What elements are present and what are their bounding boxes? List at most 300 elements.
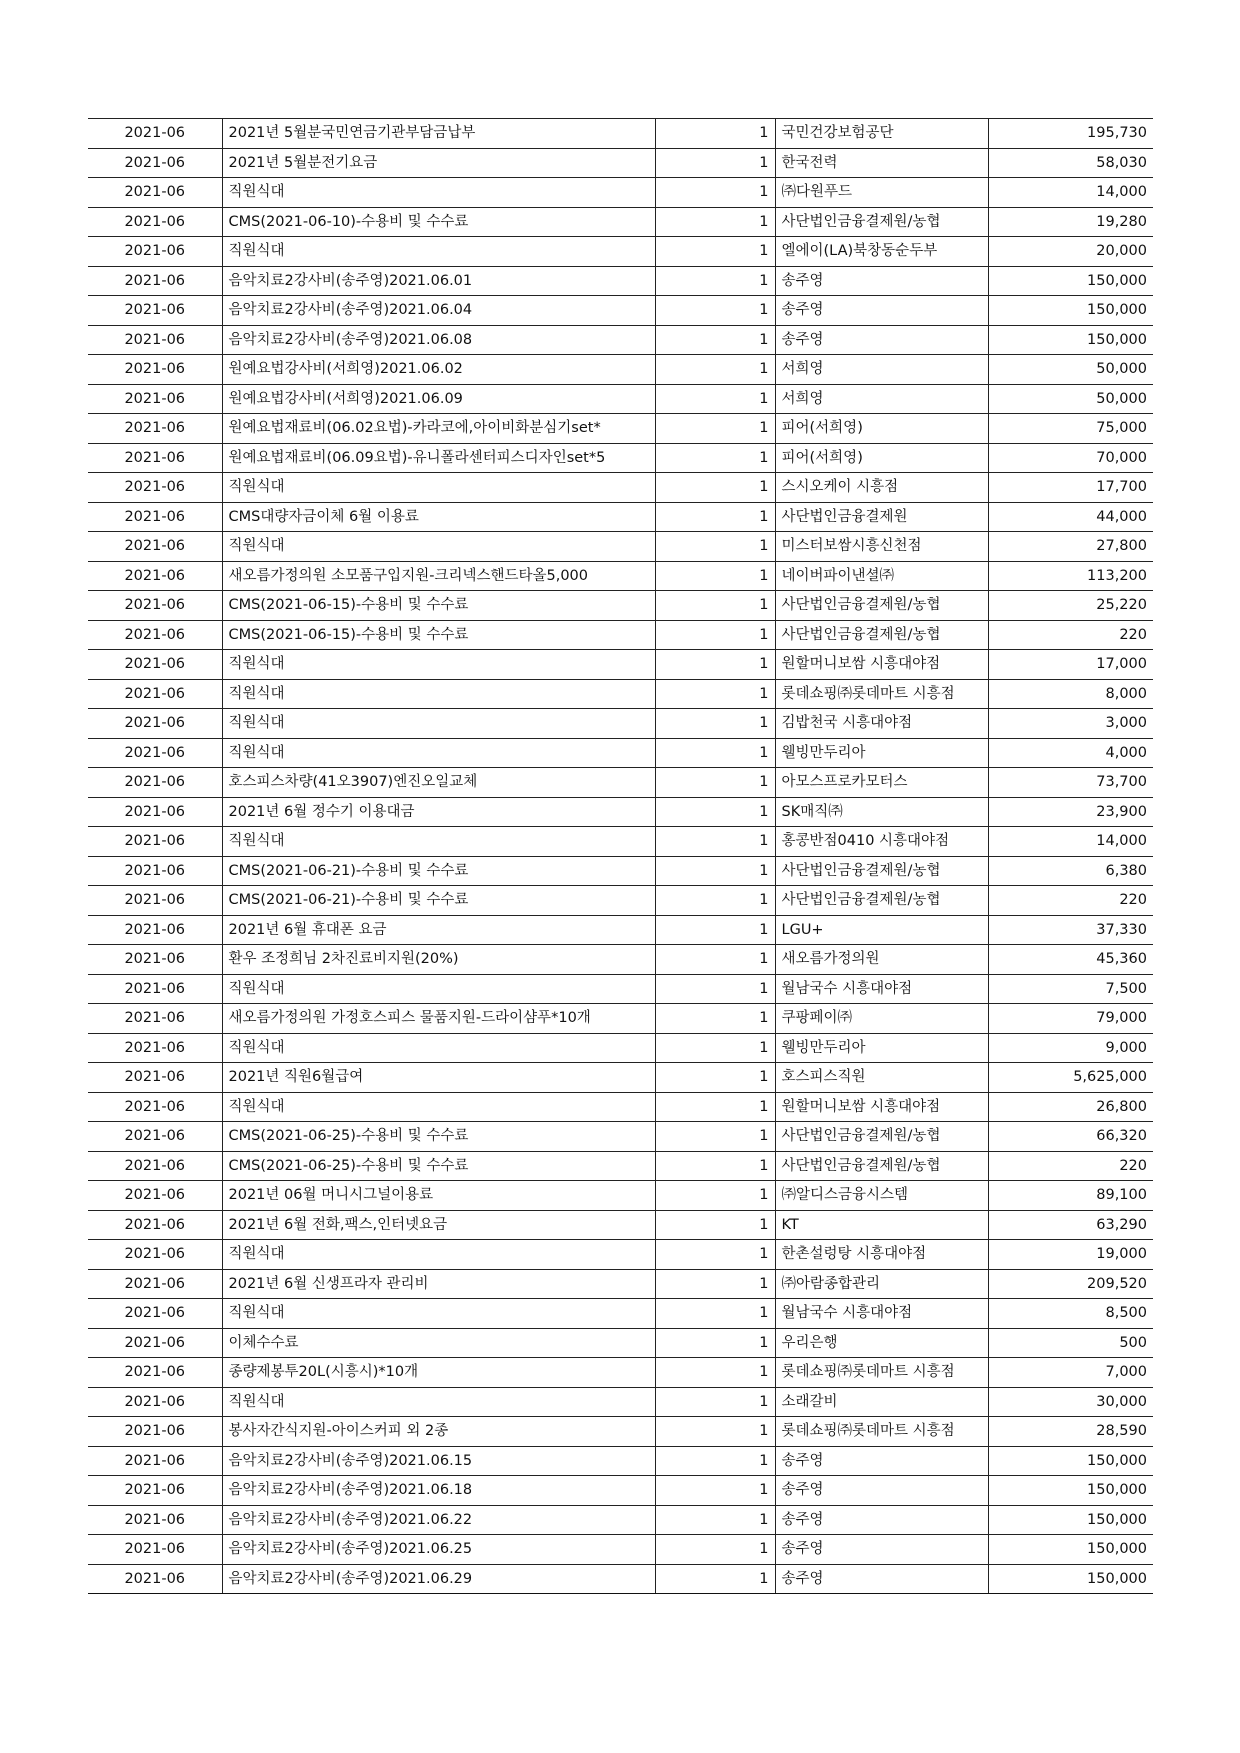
amount-cell: 17,000	[988, 650, 1153, 680]
quantity-cell: 1	[655, 1446, 775, 1476]
quantity-cell: 1	[655, 178, 775, 208]
month-cell: 2021-06	[88, 768, 222, 798]
table-row	[88, 443, 1153, 473]
amount-cell: 150,000	[988, 1505, 1153, 1535]
table-row	[88, 1446, 1153, 1476]
ledger-body	[88, 119, 1153, 1594]
payee-cell: 아모스프로카모터스	[775, 768, 988, 798]
table-row	[88, 1535, 1153, 1565]
table-row	[88, 886, 1153, 916]
description-cell: 2021년 직원6월급여	[222, 1063, 655, 1093]
quantity-cell: 1	[655, 915, 775, 945]
table-row	[88, 1063, 1153, 1093]
amount-cell: 50,000	[988, 355, 1153, 385]
quantity-cell: 1	[655, 679, 775, 709]
quantity-cell: 1	[655, 797, 775, 827]
table-row	[88, 1387, 1153, 1417]
month-cell: 2021-06	[88, 1151, 222, 1181]
quantity-cell: 1	[655, 709, 775, 739]
quantity-cell: 1	[655, 119, 775, 149]
payee-cell: 사단법인금융결제원/농협	[775, 1151, 988, 1181]
table-row	[88, 148, 1153, 178]
description-cell: CMS(2021-06-25)-수용비 및 수수료	[222, 1151, 655, 1181]
payee-cell: 네이버파이낸셜㈜	[775, 561, 988, 591]
table-row	[88, 1181, 1153, 1211]
description-cell: CMS(2021-06-15)-수용비 및 수수료	[222, 620, 655, 650]
month-cell: 2021-06	[88, 1181, 222, 1211]
table-row	[88, 974, 1153, 1004]
amount-cell: 23,900	[988, 797, 1153, 827]
month-cell: 2021-06	[88, 915, 222, 945]
table-row	[88, 915, 1153, 945]
description-cell: 원예요법재료비(06.09요법)-유니폴라센터피스디자인set*5	[222, 443, 655, 473]
payee-cell: 송주영	[775, 1505, 988, 1535]
month-cell: 2021-06	[88, 650, 222, 680]
amount-cell: 209,520	[988, 1269, 1153, 1299]
amount-cell: 28,590	[988, 1417, 1153, 1447]
quantity-cell: 1	[655, 296, 775, 326]
payee-cell: 사단법인금융결제원/농협	[775, 591, 988, 621]
amount-cell: 195,730	[988, 119, 1153, 149]
month-cell: 2021-06	[88, 502, 222, 532]
description-cell: 2021년 5월분국민연금기관부담금납부	[222, 119, 655, 149]
payee-cell: 송주영	[775, 1446, 988, 1476]
payee-cell: 서희영	[775, 355, 988, 385]
description-cell: 음악치료2강사비(송주영)2021.06.22	[222, 1505, 655, 1535]
description-cell: 2021년 6월 신생프라자 관리비	[222, 1269, 655, 1299]
quantity-cell: 1	[655, 414, 775, 444]
month-cell: 2021-06	[88, 384, 222, 414]
payee-cell: 한촌설렁탕 시흥대야점	[775, 1240, 988, 1270]
table-row	[88, 709, 1153, 739]
amount-cell: 45,360	[988, 945, 1153, 975]
amount-cell: 150,000	[988, 296, 1153, 326]
month-cell: 2021-06	[88, 1269, 222, 1299]
month-cell: 2021-06	[88, 1417, 222, 1447]
month-cell: 2021-06	[88, 296, 222, 326]
month-cell: 2021-06	[88, 473, 222, 503]
quantity-cell: 1	[655, 1063, 775, 1093]
table-row	[88, 768, 1153, 798]
month-cell: 2021-06	[88, 1122, 222, 1152]
quantity-cell: 1	[655, 1417, 775, 1447]
month-cell: 2021-06	[88, 974, 222, 1004]
payee-cell: 원할머니보쌈 시흥대야점	[775, 650, 988, 680]
description-cell: 2021년 06월 머니시그널이용료	[222, 1181, 655, 1211]
amount-cell: 44,000	[988, 502, 1153, 532]
quantity-cell: 1	[655, 1181, 775, 1211]
table-row	[88, 119, 1153, 149]
payee-cell: 사단법인금융결제원/농협	[775, 856, 988, 886]
table-row	[88, 1151, 1153, 1181]
payee-cell: ㈜아람종합관리	[775, 1269, 988, 1299]
table-row	[88, 1299, 1153, 1329]
quantity-cell: 1	[655, 1387, 775, 1417]
amount-cell: 25,220	[988, 591, 1153, 621]
table-row	[88, 1210, 1153, 1240]
month-cell: 2021-06	[88, 266, 222, 296]
amount-cell: 73,700	[988, 768, 1153, 798]
table-row	[88, 355, 1153, 385]
amount-cell: 220	[988, 886, 1153, 916]
amount-cell: 150,000	[988, 1564, 1153, 1594]
payee-cell: 월남국수 시흥대야점	[775, 1299, 988, 1329]
month-cell: 2021-06	[88, 591, 222, 621]
payee-cell: 홍콩반점0410 시흥대야점	[775, 827, 988, 857]
amount-cell: 14,000	[988, 178, 1153, 208]
payee-cell: 서희영	[775, 384, 988, 414]
month-cell: 2021-06	[88, 1358, 222, 1388]
description-cell: 새오름가정의원 가정호스피스 물품지원-드라이샴푸*10개	[222, 1004, 655, 1034]
amount-cell: 9,000	[988, 1033, 1153, 1063]
month-cell: 2021-06	[88, 443, 222, 473]
description-cell: 2021년 5월분전기요금	[222, 148, 655, 178]
payee-cell: 김밥천국 시흥대야점	[775, 709, 988, 739]
description-cell: 직원식대	[222, 974, 655, 1004]
table-row	[88, 945, 1153, 975]
amount-cell: 4,000	[988, 738, 1153, 768]
payee-cell: 호스피스직원	[775, 1063, 988, 1093]
table-row	[88, 1033, 1153, 1063]
amount-cell: 17,700	[988, 473, 1153, 503]
payee-cell: 쿠팡페이㈜	[775, 1004, 988, 1034]
amount-cell: 8,500	[988, 1299, 1153, 1329]
month-cell: 2021-06	[88, 178, 222, 208]
month-cell: 2021-06	[88, 1535, 222, 1565]
table-row	[88, 384, 1153, 414]
description-cell: CMS(2021-06-21)-수용비 및 수수료	[222, 856, 655, 886]
payee-cell: KT	[775, 1210, 988, 1240]
quantity-cell: 1	[655, 1092, 775, 1122]
quantity-cell: 1	[655, 945, 775, 975]
amount-cell: 63,290	[988, 1210, 1153, 1240]
month-cell: 2021-06	[88, 532, 222, 562]
payee-cell: 롯데쇼핑㈜롯데마트 시흥점	[775, 679, 988, 709]
table-row	[88, 1476, 1153, 1506]
month-cell: 2021-06	[88, 738, 222, 768]
amount-cell: 7,000	[988, 1358, 1153, 1388]
amount-cell: 14,000	[988, 827, 1153, 857]
quantity-cell: 1	[655, 355, 775, 385]
amount-cell: 150,000	[988, 325, 1153, 355]
description-cell: 직원식대	[222, 178, 655, 208]
amount-cell: 50,000	[988, 384, 1153, 414]
description-cell: 봉사자간식지원-아이스커피 외 2종	[222, 1417, 655, 1447]
payee-cell: 소래갈비	[775, 1387, 988, 1417]
table-row	[88, 561, 1153, 591]
quantity-cell: 1	[655, 768, 775, 798]
month-cell: 2021-06	[88, 148, 222, 178]
quantity-cell: 1	[655, 1564, 775, 1594]
quantity-cell: 1	[655, 325, 775, 355]
amount-cell: 20,000	[988, 237, 1153, 267]
quantity-cell: 1	[655, 886, 775, 916]
payee-cell: 송주영	[775, 325, 988, 355]
month-cell: 2021-06	[88, 1063, 222, 1093]
description-cell: 2021년 6월 전화,팩스,인터넷요금	[222, 1210, 655, 1240]
amount-cell: 220	[988, 620, 1153, 650]
amount-cell: 150,000	[988, 266, 1153, 296]
payee-cell: 사단법인금융결제원/농협	[775, 1122, 988, 1152]
month-cell: 2021-06	[88, 325, 222, 355]
quantity-cell: 1	[655, 443, 775, 473]
description-cell: 호스피스차량(41오3907)엔진오일교체	[222, 768, 655, 798]
quantity-cell: 1	[655, 974, 775, 1004]
description-cell: 음악치료2강사비(송주영)2021.06.18	[222, 1476, 655, 1506]
description-cell: 음악치료2강사비(송주영)2021.06.29	[222, 1564, 655, 1594]
description-cell: 이체수수료	[222, 1328, 655, 1358]
month-cell: 2021-06	[88, 1004, 222, 1034]
table-row	[88, 1505, 1153, 1535]
amount-cell: 220	[988, 1151, 1153, 1181]
quantity-cell: 1	[655, 1210, 775, 1240]
quantity-cell: 1	[655, 1535, 775, 1565]
month-cell: 2021-06	[88, 797, 222, 827]
description-cell: 직원식대	[222, 709, 655, 739]
table-row	[88, 296, 1153, 326]
table-row	[88, 591, 1153, 621]
payee-cell: LGU+	[775, 915, 988, 945]
description-cell: 직원식대	[222, 237, 655, 267]
table-row	[88, 502, 1153, 532]
month-cell: 2021-06	[88, 1033, 222, 1063]
quantity-cell: 1	[655, 148, 775, 178]
quantity-cell: 1	[655, 738, 775, 768]
amount-cell: 3,000	[988, 709, 1153, 739]
month-cell: 2021-06	[88, 1446, 222, 1476]
payee-cell: 웰빙만두리아	[775, 1033, 988, 1063]
table-row	[88, 207, 1153, 237]
payee-cell: 원할머니보쌈 시흥대야점	[775, 1092, 988, 1122]
month-cell: 2021-06	[88, 1328, 222, 1358]
description-cell: CMS(2021-06-15)-수용비 및 수수료	[222, 591, 655, 621]
payee-cell: 월남국수 시흥대야점	[775, 974, 988, 1004]
description-cell: 음악치료2강사비(송주영)2021.06.01	[222, 266, 655, 296]
payee-cell: ㈜알디스금융시스템	[775, 1181, 988, 1211]
description-cell: 직원식대	[222, 738, 655, 768]
description-cell: CMS(2021-06-21)-수용비 및 수수료	[222, 886, 655, 916]
payee-cell: 피어(서희영)	[775, 414, 988, 444]
quantity-cell: 1	[655, 384, 775, 414]
description-cell: CMS(2021-06-25)-수용비 및 수수료	[222, 1122, 655, 1152]
quantity-cell: 1	[655, 650, 775, 680]
quantity-cell: 1	[655, 1240, 775, 1270]
payee-cell: 한국전력	[775, 148, 988, 178]
table-row	[88, 1092, 1153, 1122]
quantity-cell: 1	[655, 561, 775, 591]
amount-cell: 75,000	[988, 414, 1153, 444]
description-cell: 환우 조정희님 2차진료비지원(20%)	[222, 945, 655, 975]
description-cell: 음악치료2강사비(송주영)2021.06.25	[222, 1535, 655, 1565]
amount-cell: 19,000	[988, 1240, 1153, 1270]
amount-cell: 26,800	[988, 1092, 1153, 1122]
payee-cell: ㈜다원푸드	[775, 178, 988, 208]
description-cell: 2021년 6월 정수기 이용대금	[222, 797, 655, 827]
amount-cell: 500	[988, 1328, 1153, 1358]
quantity-cell: 1	[655, 1004, 775, 1034]
table-row	[88, 797, 1153, 827]
month-cell: 2021-06	[88, 1476, 222, 1506]
payee-cell: 새오름가정의원	[775, 945, 988, 975]
table-row	[88, 1269, 1153, 1299]
payee-cell: 사단법인금융결제원/농협	[775, 886, 988, 916]
month-cell: 2021-06	[88, 945, 222, 975]
table-row	[88, 473, 1153, 503]
payee-cell: 송주영	[775, 1564, 988, 1594]
description-cell: 원예요법강사비(서희영)2021.06.02	[222, 355, 655, 385]
table-row	[88, 827, 1153, 857]
quantity-cell: 1	[655, 1122, 775, 1152]
quantity-cell: 1	[655, 1476, 775, 1506]
month-cell: 2021-06	[88, 1240, 222, 1270]
month-cell: 2021-06	[88, 237, 222, 267]
description-cell: 2021년 6월 휴대폰 요금	[222, 915, 655, 945]
table-row	[88, 738, 1153, 768]
amount-cell: 58,030	[988, 148, 1153, 178]
quantity-cell: 1	[655, 591, 775, 621]
month-cell: 2021-06	[88, 355, 222, 385]
table-row	[88, 414, 1153, 444]
quantity-cell: 1	[655, 1033, 775, 1063]
month-cell: 2021-06	[88, 119, 222, 149]
table-row	[88, 1328, 1153, 1358]
payee-cell: 롯데쇼핑㈜롯데마트 시흥점	[775, 1358, 988, 1388]
table-row	[88, 532, 1153, 562]
payee-cell: 미스터보쌈시흥신천점	[775, 532, 988, 562]
table-row	[88, 1358, 1153, 1388]
table-row	[88, 1417, 1153, 1447]
description-cell: 음악치료2강사비(송주영)2021.06.08	[222, 325, 655, 355]
payee-cell: 웰빙만두리아	[775, 738, 988, 768]
table-row	[88, 650, 1153, 680]
amount-cell: 70,000	[988, 443, 1153, 473]
table-row	[88, 620, 1153, 650]
table-row	[88, 325, 1153, 355]
description-cell: 직원식대	[222, 532, 655, 562]
amount-cell: 8,000	[988, 679, 1153, 709]
month-cell: 2021-06	[88, 207, 222, 237]
expense-ledger-table	[88, 118, 1153, 1594]
quantity-cell: 1	[655, 207, 775, 237]
description-cell: 직원식대	[222, 1033, 655, 1063]
amount-cell: 150,000	[988, 1535, 1153, 1565]
quantity-cell: 1	[655, 502, 775, 532]
amount-cell: 150,000	[988, 1476, 1153, 1506]
table-row	[88, 1004, 1153, 1034]
amount-cell: 66,320	[988, 1122, 1153, 1152]
quantity-cell: 1	[655, 473, 775, 503]
description-cell: 종량제봉투20L(시흥시)*10개	[222, 1358, 655, 1388]
description-cell: 음악치료2강사비(송주영)2021.06.15	[222, 1446, 655, 1476]
description-cell: 직원식대	[222, 650, 655, 680]
quantity-cell: 1	[655, 1328, 775, 1358]
amount-cell: 89,100	[988, 1181, 1153, 1211]
amount-cell: 30,000	[988, 1387, 1153, 1417]
quantity-cell: 1	[655, 532, 775, 562]
quantity-cell: 1	[655, 1299, 775, 1329]
table-row	[88, 178, 1153, 208]
description-cell: 음악치료2강사비(송주영)2021.06.04	[222, 296, 655, 326]
description-cell: 직원식대	[222, 679, 655, 709]
payee-cell: 피어(서희영)	[775, 443, 988, 473]
month-cell: 2021-06	[88, 856, 222, 886]
payee-cell: 송주영	[775, 1476, 988, 1506]
payee-cell: 국민건강보험공단	[775, 119, 988, 149]
payee-cell: 사단법인금융결제원	[775, 502, 988, 532]
quantity-cell: 1	[655, 1151, 775, 1181]
quantity-cell: 1	[655, 856, 775, 886]
payee-cell: 엘에이(LA)북창동순두부	[775, 237, 988, 267]
amount-cell: 37,330	[988, 915, 1153, 945]
quantity-cell: 1	[655, 620, 775, 650]
payee-cell: 송주영	[775, 296, 988, 326]
quantity-cell: 1	[655, 266, 775, 296]
table-row	[88, 237, 1153, 267]
table-row	[88, 856, 1153, 886]
month-cell: 2021-06	[88, 561, 222, 591]
month-cell: 2021-06	[88, 620, 222, 650]
description-cell: 새오름가정의원 소모품구입지원-크리넥스핸드타올5,000	[222, 561, 655, 591]
description-cell: CMS(2021-06-10)-수용비 및 수수료	[222, 207, 655, 237]
payee-cell: 사단법인금융결제원/농협	[775, 620, 988, 650]
table-row	[88, 266, 1153, 296]
payee-cell: 스시오케이 시흥점	[775, 473, 988, 503]
month-cell: 2021-06	[88, 414, 222, 444]
amount-cell: 27,800	[988, 532, 1153, 562]
table-row	[88, 679, 1153, 709]
description-cell: 직원식대	[222, 1240, 655, 1270]
quantity-cell: 1	[655, 1358, 775, 1388]
payee-cell: SK매직㈜	[775, 797, 988, 827]
quantity-cell: 1	[655, 1269, 775, 1299]
month-cell: 2021-06	[88, 1092, 222, 1122]
amount-cell: 150,000	[988, 1446, 1153, 1476]
payee-cell: 사단법인금융결제원/농협	[775, 207, 988, 237]
description-cell: 직원식대	[222, 1387, 655, 1417]
month-cell: 2021-06	[88, 709, 222, 739]
table-row	[88, 1122, 1153, 1152]
amount-cell: 79,000	[988, 1004, 1153, 1034]
payee-cell: 송주영	[775, 266, 988, 296]
amount-cell: 113,200	[988, 561, 1153, 591]
description-cell: 직원식대	[222, 827, 655, 857]
month-cell: 2021-06	[88, 1564, 222, 1594]
month-cell: 2021-06	[88, 1505, 222, 1535]
description-cell: CMS대량자금이체 6월 이용료	[222, 502, 655, 532]
payee-cell: 롯데쇼핑㈜롯데마트 시흥점	[775, 1417, 988, 1447]
payee-cell: 송주영	[775, 1535, 988, 1565]
table-row	[88, 1564, 1153, 1594]
table-row	[88, 1240, 1153, 1270]
description-cell: 원예요법재료비(06.02요법)-카라코에,아이비화분심기set*	[222, 414, 655, 444]
month-cell: 2021-06	[88, 1387, 222, 1417]
amount-cell: 6,380	[988, 856, 1153, 886]
month-cell: 2021-06	[88, 1299, 222, 1329]
month-cell: 2021-06	[88, 827, 222, 857]
amount-cell: 7,500	[988, 974, 1153, 1004]
month-cell: 2021-06	[88, 1210, 222, 1240]
month-cell: 2021-06	[88, 886, 222, 916]
quantity-cell: 1	[655, 1505, 775, 1535]
amount-cell: 19,280	[988, 207, 1153, 237]
amount-cell: 5,625,000	[988, 1063, 1153, 1093]
description-cell: 직원식대	[222, 1299, 655, 1329]
description-cell: 원예요법강사비(서희영)2021.06.09	[222, 384, 655, 414]
quantity-cell: 1	[655, 237, 775, 267]
payee-cell: 우리은행	[775, 1328, 988, 1358]
description-cell: 직원식대	[222, 473, 655, 503]
quantity-cell: 1	[655, 827, 775, 857]
